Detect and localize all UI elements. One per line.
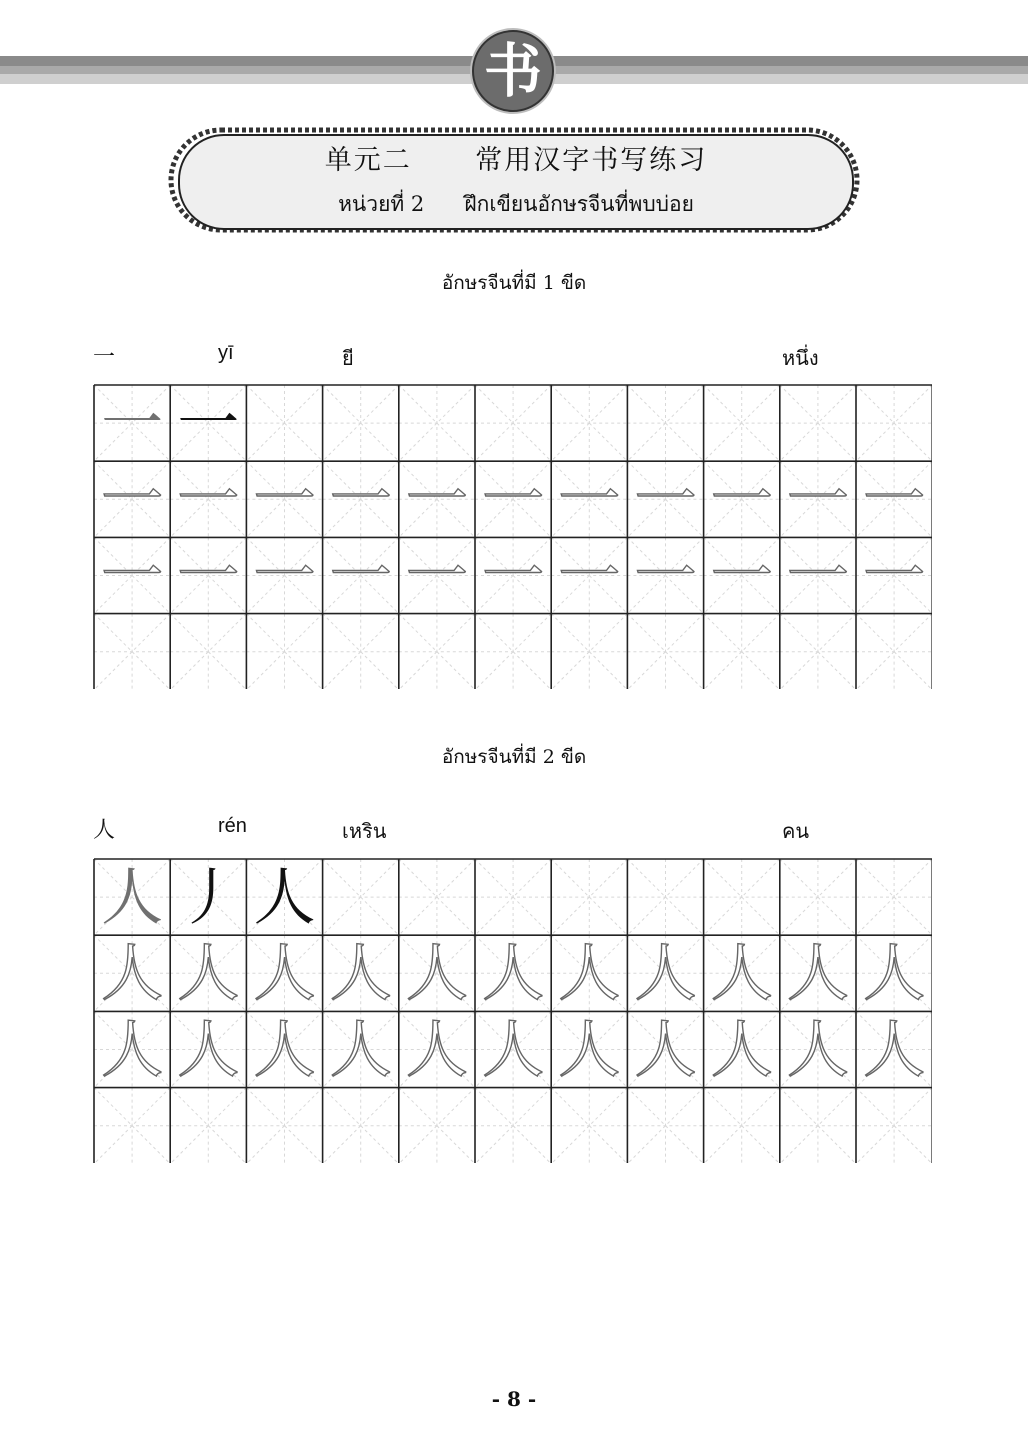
trace-character: 人 [710, 1012, 773, 1086]
model-character: 人 [101, 860, 164, 934]
trace-character: 一 [710, 462, 773, 536]
trace-character: 人 [634, 1012, 697, 1086]
grid-cell[interactable] [551, 1011, 627, 1087]
grid-cell[interactable] [856, 537, 932, 613]
trace-character: 一 [177, 462, 240, 536]
logo-character: 书 [483, 37, 542, 105]
trace-character: 一 [786, 538, 849, 612]
grid-cell[interactable] [627, 935, 703, 1011]
grid-cell[interactable] [627, 859, 703, 935]
trace-character: 人 [177, 1012, 240, 1086]
trace-character: 一 [634, 462, 697, 536]
page-number: - 8 - [491, 1387, 537, 1411]
grid-cell[interactable] [399, 1088, 475, 1163]
trace-character: 人 [634, 936, 697, 1010]
trace-character: 一 [710, 538, 773, 612]
section-heading: อักษรจีนที่มี 2 ขีด [441, 746, 587, 768]
grid-cell[interactable] [704, 1088, 780, 1163]
trace-character: 一 [329, 538, 392, 612]
grid-cell[interactable] [94, 935, 170, 1011]
practice-grid-canvas [93, 384, 932, 689]
trace-character: 一 [558, 538, 621, 612]
grid-cell[interactable] [399, 614, 475, 689]
trace-character: 一 [253, 538, 316, 612]
grid-cell[interactable] [551, 935, 627, 1011]
grid-cell[interactable] [246, 935, 322, 1011]
grid-cell[interactable] [780, 614, 856, 689]
unit-title-thai: หน่วยที่ 2 ฝึกเขียนอักษรจีนที่พบบ่อย [338, 192, 694, 216]
grid-cell[interactable] [856, 1011, 932, 1087]
grid-cell[interactable] [704, 385, 780, 461]
trace-character: 人 [863, 1012, 926, 1086]
trace-character: 一 [405, 538, 468, 612]
trace-character: 一 [863, 462, 926, 536]
grid-cell[interactable] [780, 461, 856, 537]
grid-cell[interactable] [94, 859, 170, 935]
grid-cell[interactable] [475, 614, 551, 689]
grid-cell[interactable] [704, 859, 780, 935]
grid-cell[interactable] [780, 935, 856, 1011]
grid-cell[interactable] [170, 1088, 246, 1163]
trace-character: 一 [786, 462, 849, 536]
grid-cell[interactable] [780, 1088, 856, 1163]
section-heading: อักษรจีนที่มี 1 ขีด [441, 272, 587, 294]
grid-cell[interactable] [323, 385, 399, 461]
grid-cell[interactable] [323, 1088, 399, 1163]
grid-cell[interactable] [323, 1011, 399, 1087]
grid-cell[interactable] [551, 614, 627, 689]
trace-character: 人 [405, 1012, 468, 1086]
grid-cell[interactable] [856, 614, 932, 689]
grid-cell[interactable] [246, 859, 322, 935]
trace-character: 一 [482, 462, 545, 536]
grid-cell[interactable] [475, 537, 551, 613]
practice-character: 人 [93, 818, 116, 843]
grid-cell[interactable] [475, 1011, 551, 1087]
grid-cell[interactable] [170, 935, 246, 1011]
grid-cell[interactable] [323, 537, 399, 613]
grid-cell[interactable] [399, 859, 475, 935]
grid-cell[interactable] [704, 461, 780, 537]
meaning-label: หนึ่ง [782, 346, 819, 370]
grid-cell[interactable] [170, 537, 246, 613]
grid-cell[interactable] [323, 935, 399, 1011]
grid-cell[interactable] [323, 614, 399, 689]
grid-cell[interactable] [856, 385, 932, 461]
grid-cell[interactable] [170, 461, 246, 537]
grid-cell[interactable] [551, 859, 627, 935]
grid-cell[interactable] [780, 1011, 856, 1087]
grid-cell[interactable] [704, 614, 780, 689]
trace-character: 一 [329, 462, 392, 536]
grid-cell[interactable] [170, 385, 246, 461]
trace-character: 人 [786, 936, 849, 1010]
pinyin-label: yī [218, 342, 234, 364]
trace-character: 人 [558, 1012, 621, 1086]
grid-cell[interactable] [704, 1011, 780, 1087]
trace-character: 人 [482, 936, 545, 1010]
unit-title-chinese: 单元二 常用汉字书写练习 [324, 145, 708, 176]
trace-character: 人 [177, 936, 240, 1010]
trace-character: 人 [863, 936, 926, 1010]
grid-cell[interactable] [94, 385, 170, 461]
trace-character: 人 [710, 936, 773, 1010]
grid-cell[interactable] [551, 461, 627, 537]
grid-cell[interactable] [399, 1011, 475, 1087]
trace-character: 人 [786, 1012, 849, 1086]
grid-cell[interactable] [246, 537, 322, 613]
thai-reading-label: เหริน [342, 819, 387, 843]
model-character: 一 [101, 386, 164, 460]
thai-reading-label: ยี [342, 346, 354, 370]
trace-character: 人 [329, 1012, 392, 1086]
book-logo [472, 30, 554, 112]
trace-character: 人 [405, 936, 468, 1010]
trace-character: 一 [177, 538, 240, 612]
grid-cell[interactable] [551, 385, 627, 461]
grid-cell[interactable] [475, 385, 551, 461]
grid-cell[interactable] [94, 614, 170, 689]
practice-grid [93, 858, 932, 1163]
grid-cell[interactable] [246, 385, 322, 461]
grid-cell[interactable] [780, 859, 856, 935]
grid-cell[interactable] [399, 935, 475, 1011]
grid-cell[interactable] [704, 537, 780, 613]
trace-character: 一 [405, 462, 468, 536]
trace-character: 一 [253, 462, 316, 536]
grid-cell[interactable] [627, 461, 703, 537]
grid-cell[interactable] [475, 1088, 551, 1163]
grid-cell[interactable] [780, 385, 856, 461]
grid-cell[interactable] [627, 1088, 703, 1163]
grid-cell[interactable] [323, 461, 399, 537]
practice-character: 一 [93, 345, 116, 370]
grid-cell[interactable] [856, 935, 932, 1011]
grid-cell[interactable] [94, 461, 170, 537]
grid-cell[interactable] [475, 935, 551, 1011]
grid-cell[interactable] [475, 461, 551, 537]
grid-cell[interactable] [94, 537, 170, 613]
grid-cell[interactable] [627, 537, 703, 613]
trace-character: 人 [101, 936, 164, 1010]
grid-cell[interactable] [246, 614, 322, 689]
grid-cell[interactable] [856, 1088, 932, 1163]
meaning-label: คน [782, 819, 810, 843]
trace-character: 一 [863, 538, 926, 612]
stroke-step: 丿 [177, 860, 240, 934]
grid-cell[interactable] [246, 1011, 322, 1087]
trace-character: 人 [253, 1012, 316, 1086]
grid-cell[interactable] [627, 1011, 703, 1087]
trace-character: 一 [558, 462, 621, 536]
trace-character: 一 [101, 462, 164, 536]
trace-character: 人 [329, 936, 392, 1010]
grid-cell[interactable] [475, 859, 551, 935]
trace-character: 一 [482, 538, 545, 612]
stroke-step: 一 [177, 386, 240, 460]
grid-cell[interactable] [399, 537, 475, 613]
grid-cell[interactable] [170, 859, 246, 935]
practice-grid-canvas [93, 858, 932, 1163]
grid-cell[interactable] [94, 1011, 170, 1087]
grid-cell[interactable] [246, 1088, 322, 1163]
grid-cell[interactable] [856, 859, 932, 935]
grid-cell[interactable] [94, 1088, 170, 1163]
pinyin-label: rén [218, 815, 247, 837]
grid-cell[interactable] [856, 461, 932, 537]
grid-cell[interactable] [246, 461, 322, 537]
grid-cell[interactable] [551, 537, 627, 613]
trace-character: 人 [101, 1012, 164, 1086]
trace-character: 人 [558, 936, 621, 1010]
grid-cell[interactable] [170, 1011, 246, 1087]
grid-cell[interactable] [551, 1088, 627, 1163]
trace-character: 一 [634, 538, 697, 612]
trace-character: 一 [101, 538, 164, 612]
grid-cell[interactable] [170, 614, 246, 689]
practice-grid [93, 384, 932, 689]
grid-cell[interactable] [399, 461, 475, 537]
grid-cell[interactable] [399, 385, 475, 461]
grid-cell[interactable] [627, 614, 703, 689]
grid-cell[interactable] [627, 385, 703, 461]
grid-cell[interactable] [780, 537, 856, 613]
trace-character: 人 [482, 1012, 545, 1086]
stroke-step: 人 [253, 860, 316, 934]
grid-cell[interactable] [704, 935, 780, 1011]
grid-cell[interactable] [323, 859, 399, 935]
trace-character: 人 [253, 936, 316, 1010]
